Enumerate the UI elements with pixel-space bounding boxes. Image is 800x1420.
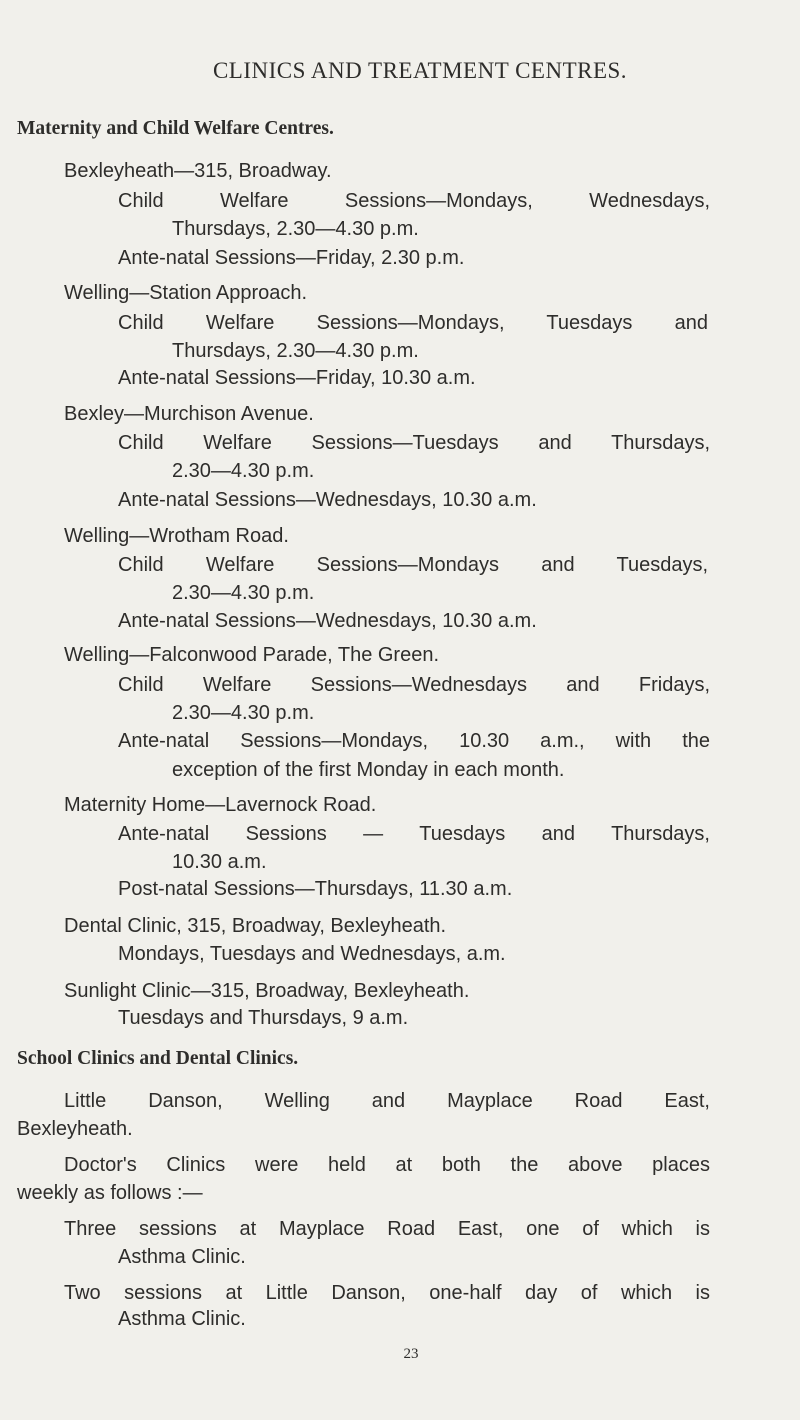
centre-location: Bexleyheath—315, Broadway. — [64, 160, 332, 182]
school-heading: School Clinics and Dental Clinics. — [17, 1048, 299, 1069]
centre-line: Tuesdays and Thursdays, 9 a.m. — [118, 1007, 409, 1029]
centre-line: Child Welfare Sessions—Mondays, Wednesdays, — [118, 190, 710, 212]
centre-location: Sunlight Clinic—315, Broadway, Bexleyheath. — [64, 980, 470, 1002]
school-paragraph: Bexleyheath. — [17, 1118, 133, 1140]
centre-line: Child Welfare Sessions—Wednesdays and Fridays, — [118, 674, 710, 696]
page-number: 23 — [403, 1346, 419, 1362]
centre-line: Mondays, Tuesdays and Wednesdays, a.m. — [118, 943, 506, 965]
centre-line: Child Welfare Sessions—Mondays and Tuesdays, — [118, 554, 708, 576]
centre-line: Child Welfare Sessions—Tuesdays and Thursdays, — [118, 432, 710, 454]
centre-line: Ante-natal Sessions — Tuesdays and Thursdays, — [118, 823, 710, 845]
centre-line: Thursdays, 2.30—4.30 p.m. — [172, 218, 419, 240]
centre-line: Ante-natal Sessions—Friday, 2.30 p.m. — [118, 247, 465, 269]
centre-line: Ante-natal Sessions—Wednesdays, 10.30 a.m. — [118, 610, 537, 632]
maternity-heading: Maternity and Child Welfare Centres. — [17, 118, 334, 139]
school-list-item: Asthma Clinic. — [118, 1246, 246, 1268]
centre-line: 2.30—4.30 p.m. — [172, 702, 315, 724]
school-list-item: Three sessions at Mayplace Road East, one of which is — [64, 1218, 710, 1240]
centre-line: Ante-natal Sessions—Wednesdays, 10.30 a.m. — [118, 489, 537, 511]
centre-line: Post-natal Sessions—Thursdays, 11.30 a.m. — [118, 878, 513, 900]
centre-line: exception of the first Monday in each month. — [172, 759, 565, 781]
centre-line: Ante-natal Sessions—Friday, 10.30 a.m. — [118, 367, 476, 389]
centre-location: Dental Clinic, 315, Broadway, Bexleyheath. — [64, 915, 447, 937]
centre-location: Welling—Wrotham Road. — [64, 525, 289, 547]
centre-line: Child Welfare Sessions—Mondays, Tuesdays and — [118, 312, 708, 334]
centre-location: Welling—Falconwood Parade, The Green. — [64, 644, 440, 666]
school-list-item: Two sessions at Little Danson, one-half day of which is — [64, 1282, 710, 1304]
school-paragraph: Little Danson, Welling and Mayplace Road East, — [64, 1090, 710, 1112]
centre-line: 2.30—4.30 p.m. — [172, 582, 315, 604]
centre-line: Ante-natal Sessions—Mondays, 10.30 a.m., with the — [118, 730, 710, 752]
page-title: CLINICS AND TREATMENT CENTRES. — [212, 58, 628, 83]
centre-line: 10.30 a.m. — [172, 851, 267, 873]
school-list-item: Asthma Clinic. — [118, 1308, 246, 1330]
centre-line: 2.30—4.30 p.m. — [172, 460, 315, 482]
centre-location: Bexley—Murchison Avenue. — [64, 403, 314, 425]
school-paragraph: Doctor's Clinics were held at both the above places — [64, 1154, 710, 1176]
centre-line: Thursdays, 2.30—4.30 p.m. — [172, 340, 419, 362]
centre-location: Welling—Station Approach. — [64, 282, 308, 304]
centre-location: Maternity Home—Lavernock Road. — [64, 794, 377, 816]
school-paragraph: weekly as follows :— — [17, 1182, 203, 1204]
